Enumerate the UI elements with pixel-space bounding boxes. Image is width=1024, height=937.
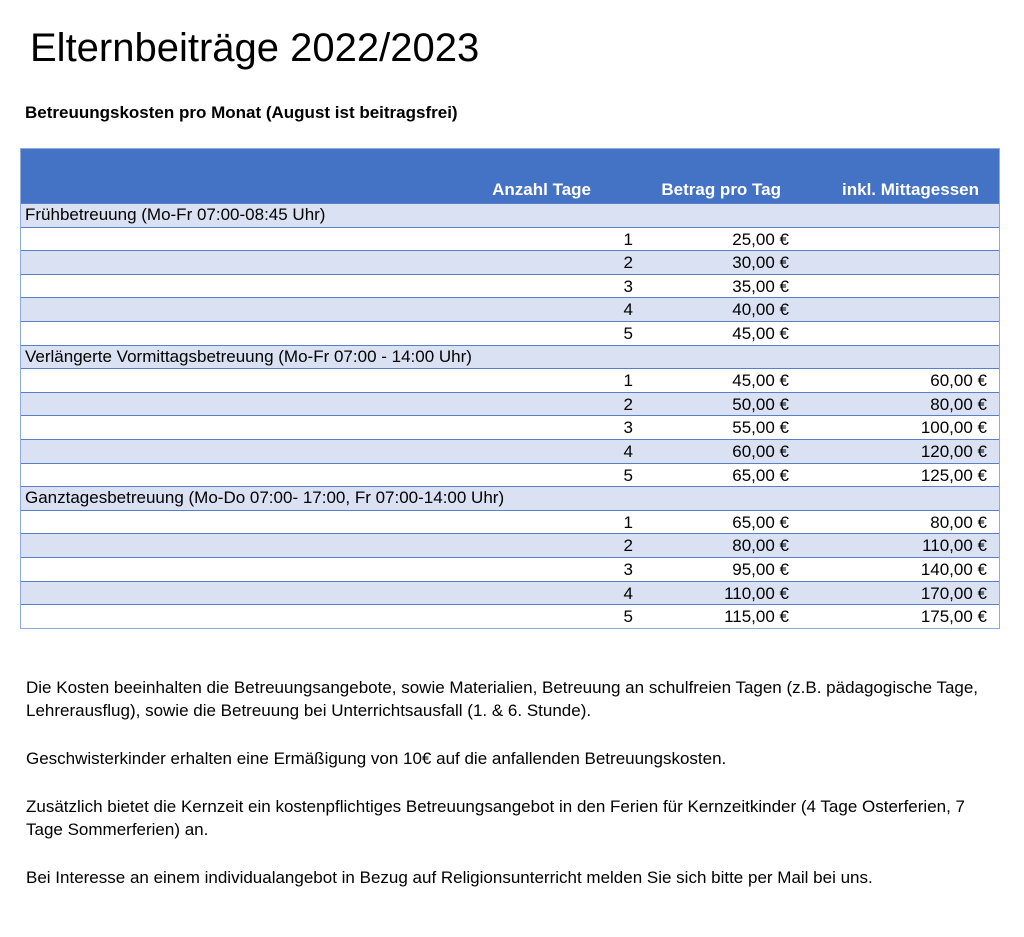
cell-days: 3 bbox=[623, 276, 633, 296]
notes bbox=[26, 676, 986, 914]
header-days: Anzahl Tage bbox=[492, 180, 591, 199]
section-row bbox=[21, 345, 999, 369]
table-row bbox=[21, 463, 999, 487]
table-row bbox=[21, 274, 999, 298]
cell-days: 1 bbox=[623, 371, 633, 391]
table-row bbox=[21, 415, 999, 439]
cell-lunch: 110,00 € bbox=[922, 536, 987, 556]
cell-lunch: 170,00 € bbox=[920, 583, 987, 603]
cell-days: 3 bbox=[623, 418, 633, 438]
cell-per-day: 80,00 € bbox=[732, 536, 789, 556]
page-subtitle: Betreuungskosten pro Monat (August ist beitragsfrei) bbox=[25, 103, 458, 122]
table-row bbox=[21, 533, 999, 557]
cell-days: 1 bbox=[623, 229, 633, 249]
table-row bbox=[21, 297, 999, 321]
table-row bbox=[21, 227, 999, 251]
cell-per-day: 45,00 € bbox=[732, 323, 789, 343]
table-row bbox=[21, 439, 999, 463]
table-row bbox=[21, 250, 999, 274]
table-header bbox=[21, 149, 999, 203]
section-row bbox=[21, 486, 999, 510]
cell-days: 4 bbox=[623, 441, 633, 461]
table-row bbox=[21, 581, 999, 605]
cell-days: 2 bbox=[623, 253, 633, 273]
cell-lunch: 140,00 € bbox=[920, 559, 987, 579]
cell-lunch: 120,00 € bbox=[920, 441, 987, 461]
fee-table bbox=[20, 148, 1000, 629]
header-per-day: Betrag pro Tag bbox=[661, 180, 781, 199]
note-costs: Die Kosten beeinhalten die Betreuungsangebote, sowie Materialien, Betreuung an schulfreien Tagen (z.B. pädagogische Tage, Lehrerausflug), sowie die Betreuung bei Unterrichtsausfall (1. & 6. Stunde). bbox=[26, 678, 979, 720]
cell-per-day: 65,00 € bbox=[732, 512, 789, 532]
table-row bbox=[21, 604, 999, 628]
cell-lunch: 80,00 € bbox=[930, 394, 987, 414]
cell-per-day: 30,00 € bbox=[732, 253, 789, 273]
cell-days: 1 bbox=[623, 512, 633, 532]
note-religion: Bei Interesse an einem individualangebot in Bezug auf Religionsunterricht melden Sie sich bitte per Mail bei uns. bbox=[26, 868, 873, 887]
section-label: Verlängerte Vormittagsbetreuung (Mo-Fr 07:00 - 14:00 Uhr) bbox=[25, 346, 472, 366]
table-row bbox=[21, 392, 999, 416]
cell-days: 5 bbox=[623, 465, 633, 485]
cell-days: 3 bbox=[623, 559, 633, 579]
table-row bbox=[21, 321, 999, 345]
cell-days: 5 bbox=[623, 323, 633, 343]
cell-days: 5 bbox=[623, 607, 633, 627]
note-siblings: Geschwisterkinder erhalten eine Ermäßigung von 10€ auf die anfallenden Betreuungskosten. bbox=[26, 749, 727, 768]
cell-per-day: 110,00 € bbox=[724, 583, 789, 603]
cell-lunch: 125,00 € bbox=[920, 465, 987, 485]
note-holidays: Zusätzlich bietet die Kernzeit ein kostenpflichtiges Betreuungsangebot in den Ferien für Kernzeitkinder (4 Tage Osterferien, 7 Tage Sommerferien) an. bbox=[26, 797, 966, 839]
cell-days: 2 bbox=[623, 536, 633, 556]
cell-per-day: 60,00 € bbox=[732, 441, 789, 461]
cell-per-day: 55,00 € bbox=[732, 418, 789, 438]
cell-lunch: 100,00 € bbox=[920, 418, 987, 438]
header-lunch: inkl. Mittagessen bbox=[842, 180, 979, 199]
table-row bbox=[21, 510, 999, 534]
cell-lunch: 80,00 € bbox=[930, 512, 987, 532]
cell-per-day: 50,00 € bbox=[732, 394, 789, 414]
section-row bbox=[21, 203, 999, 227]
cell-lunch: 60,00 € bbox=[930, 371, 987, 391]
table-row bbox=[21, 557, 999, 581]
cell-per-day: 25,00 € bbox=[732, 229, 789, 249]
cell-per-day: 40,00 € bbox=[732, 300, 789, 320]
cell-per-day: 35,00 € bbox=[732, 276, 789, 296]
cell-days: 4 bbox=[623, 583, 633, 603]
cell-per-day: 95,00 € bbox=[732, 559, 789, 579]
cell-days: 2 bbox=[623, 394, 633, 414]
section-label: Ganztagesbetreuung (Mo-Do 07:00- 17:00, Fr 07:00-14:00 Uhr) bbox=[25, 488, 505, 508]
cell-per-day: 65,00 € bbox=[732, 465, 789, 485]
cell-days: 4 bbox=[623, 300, 633, 320]
cell-lunch: 175,00 € bbox=[920, 607, 987, 627]
table-row bbox=[21, 368, 999, 392]
section-label: Frühbetreuung (Mo-Fr 07:00-08:45 Uhr) bbox=[25, 205, 326, 224]
cell-per-day: 115,00 € bbox=[724, 607, 789, 627]
table-body bbox=[21, 203, 999, 628]
page-title: Elternbeiträge 2022/2023 bbox=[30, 26, 480, 70]
cell-per-day: 45,00 € bbox=[732, 371, 789, 391]
